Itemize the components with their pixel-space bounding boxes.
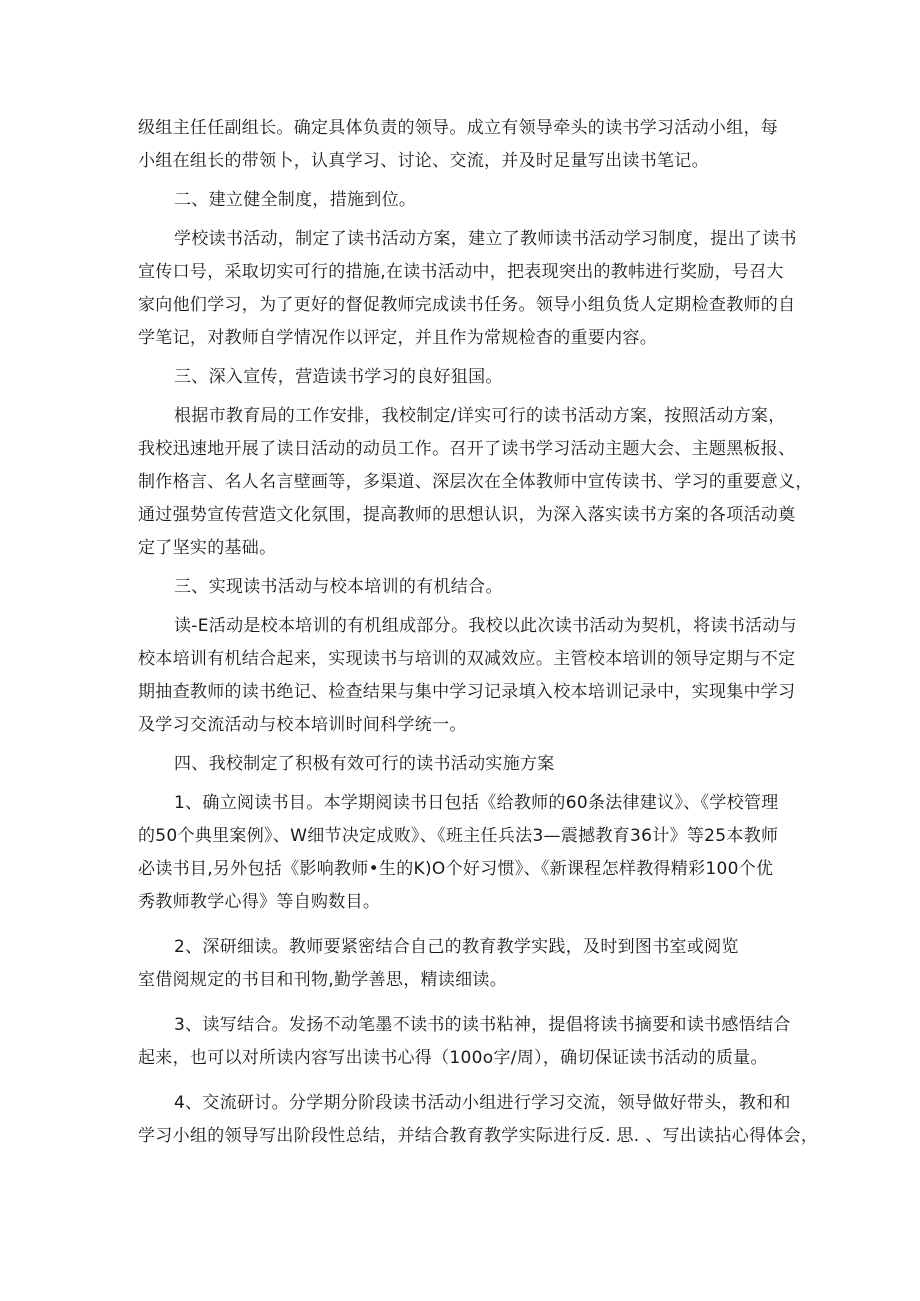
- list-item: 2、深研细读。教师要紧密结合自己的教育教学实践，及时到图书室或阅览: [174, 937, 739, 957]
- text-line: 校本培训有机结合起来，实现读书与培训的双减效应。主管校本培训的领导定期与不定: [138, 649, 796, 669]
- text-line: 级组主任任副组长。确定具体负责的领导。成立有领导牵头的读书学习活动小组，每: [138, 118, 779, 138]
- list-item: 3、读写结合。发扬不动笔墨不读书的读书粘神，提倡将读书摘要和读书感悟结合: [174, 1015, 791, 1035]
- text-line: 学校读书活动，制定了读书活动方案，建立了教师读书活动学习制度，提出了读书: [174, 229, 797, 249]
- text-line: 及学习交流活动与校本培训时间科学统一。: [138, 715, 467, 735]
- text-line: 我校迅速地开展了读日活动的动员工作。召开了读书学习活动主题大会、主题黑板报、: [138, 439, 796, 459]
- section-heading: 三、深入宣传，营造读书学习的良好狙国。: [174, 367, 503, 387]
- text-line: 必读书目,另外包括《影响教师•生的K)O个好习惯》、《新课程怎样教得精彩100个优: [138, 859, 774, 879]
- document-body: [138, 112, 819, 1153]
- text-line: 小组在组长的带领卜，认真学习、讨论、交流，并及时足量写出读书笔记。: [138, 151, 709, 171]
- section-heading: 二、建立健全制度，措施到位。: [174, 190, 417, 210]
- section-heading: 三、实现读书活动与校本培训的有机结合。: [174, 577, 503, 597]
- list-item: 4、交流研讨。分学期分阶段读书活动小组进行学习交流，领导做好带头，教和和: [174, 1093, 791, 1113]
- text-line: 秀教师教学心得》等自购数目。: [138, 892, 381, 912]
- text-line: 定了坚实的基础。: [138, 538, 277, 558]
- text-line: 通过强势宣传营造文化氛围，提高教师的思想认识，为深入落实读书方案的各项活动奠: [138, 505, 796, 525]
- text-line: 学笔记，对教师自学情况作以评定，并且作为常规检杳的重要内容。: [138, 328, 657, 348]
- text-line: 宣传口号，采取切实可行的措施,在读书活动中，把表现突出的教帏进行奖励，号召大: [138, 262, 784, 282]
- text-line: 室借阅规定的书目和刊物,勤学善思，精读细读。: [138, 970, 508, 990]
- text-line: 的50个典里案例》、W细节决定成败》、《班主任兵法3—震撼教育36计》等25本教师: [138, 826, 779, 846]
- text-line: 制作格言、名人名言壁画等，多渠道、深层次在全体教师中宣传读书、学习的重要意义，: [138, 472, 813, 492]
- list-item: 1、确立阅读书目。本学期阅读书日包括《给教师的60条法律建议》、《学校管理: [174, 793, 779, 813]
- section-heading: 四、我校制定了积极有效可行的读书活动实施方案: [174, 754, 555, 774]
- text-line: 读-E活动是校本培训的有机组成部分。我校以此次读书活动为契机，将读书活动与: [174, 616, 797, 636]
- text-line: 根据市教育局的工作安排，我校制定/详实可行的读书活动方案，按照活动方案，: [174, 406, 786, 426]
- text-line: 学习小组的领导写出阶段性总结，并结合教育教学实际进行反. 思. 、写出读拈心得体会，: [138, 1126, 819, 1146]
- text-line: 家向他们学习，为了更好的督促教师完成读书任务。领导小组负货人定期检查教师的自: [138, 295, 796, 315]
- text-line: 起来，也可以对所读内容写出读书心得（100o字/周），确切保证读书活动的质量。: [138, 1048, 768, 1068]
- text-line: 期抽查教师的读书绝记、检查结果与集中学习记录填入校本培训记录中，实现集中学习: [138, 682, 796, 702]
